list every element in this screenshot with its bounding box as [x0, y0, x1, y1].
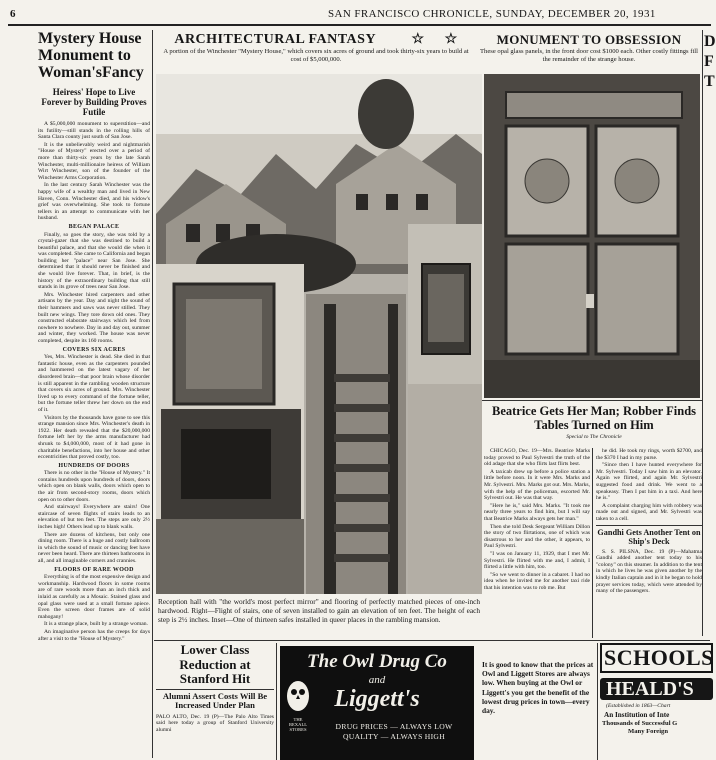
article-paragraph: S. S. PILSNA, Dec. 19 (P)—Mahatma Gandhi added another tent today to his "colony" on this steamer. In addition to the tent in which he lives he was given another by the kindly Italian captain and in it he began to hold prayer services today, which were attended by many of the passengers.: [596, 548, 702, 595]
article-paragraph: "So we went to dinner in a cabaret. I had no idea when he invited me for another taxi ride that his intention was to rob me. But: [484, 571, 590, 591]
owl-logo: [284, 678, 312, 732]
article-paragraph: he did. He took my rings, worth $2700, and the $370 I had in my purse.: [596, 448, 702, 461]
article-paragraph: An imaginative person has the creeps for days after a visit to the "House of Mystery.": [38, 628, 150, 642]
heald-established: (Established in 1863—Chart: [606, 703, 671, 709]
gandhi-headline: Gandhi Gets Another Tent on Ship's Deck: [597, 527, 701, 547]
heald-line1: An Institution of Inte: [604, 711, 670, 719]
owl-ad-line2: and: [368, 674, 386, 686]
article-paragraph: Visitors by the thousands have gone to see this strange mansion since Mrs. Winchester's death in 1922. Her death revealed that the $20,000,000 fortune left her by the arms manufacturer had shrunk to $4,000,000, most of it had gone in charitable benefactions, into her house and other eccentricities that proved costly, too.: [38, 414, 150, 461]
owl-drug-ad: [280, 646, 474, 760]
reception-hall-caption: Reception hall with "the world's most perfect mirror" and flooring of perfectly matched pieces of one-inch hardwood. Right—Flight of stairs, one of seven installed to gain an elevation of ten feet. The height of each step is 2½ inches. Inset—One of thirteen safes installed in queer places in the rambling mansion.: [158, 597, 480, 624]
lower-class-deck: Alumni Assert Costs Will Be Increased Under Plan: [162, 690, 268, 711]
column-rule: [152, 30, 153, 758]
edge-letter: F: [704, 53, 714, 70]
owl-slogan: DRUG PRICES — ALWAYS LOW QUALITY — ALWAYS HIGH: [335, 722, 453, 741]
owl-ad-line3: Liggett's: [334, 686, 420, 712]
heald-logo: HEALD'S: [600, 678, 713, 700]
house-photo-illustration: [156, 74, 482, 594]
fantasy-header: [156, 32, 476, 72]
special-credit: Special to The Chronicle: [566, 434, 622, 440]
article-paragraph: Everything is of the most expensive design and workmanship. Hardwood floors in some rooms are of rare woods more than an inch thick and inlaid as carefully as a Mosaic. Stained glass and opal glass were used at a small fortune apiece. Even the screen door frames are of solid mahogany!: [38, 574, 150, 620]
schools-banner: SCHOOLS: [600, 643, 713, 673]
article-paragraph: CHICAGO, Dec. 19—Mrs. Beatrice Marks today proved to Paul Sylvestri the truth of the old adage that she who flirts last flirts best.: [484, 448, 590, 468]
beatrice-article: [484, 404, 704, 640]
mystery-house-body: [38, 121, 150, 642]
section-rule: [596, 525, 702, 526]
section-rule: [154, 640, 710, 641]
obsession-title: MONUMENT TO OBSESSION: [496, 32, 682, 47]
article-paragraph: It is a strange place, built by a strange woman.: [44, 621, 148, 628]
heald-line3: Many Foreign: [628, 727, 668, 735]
column-rule: [276, 643, 277, 760]
right-edge-headline: [704, 32, 716, 112]
owl-icon: [284, 678, 312, 712]
lower-class-headline: Lower Class Reduction at Stanford Hit: [179, 642, 251, 686]
beatrice-headline: Beatrice Gets Her Man; Robber Finds Tables Turned on Him: [491, 404, 697, 432]
fantasy-subtitle: A portion of the Winchester "Mystery House," which covers six acres of ground and took thirty-six years to build at cost of $5,000,000.: [163, 48, 469, 63]
article-paragraph: A $5,000,000 monument to superstition—and its futility—still stands in the rolling hills of Santa Clara county just south of San Jose.: [38, 121, 150, 141]
masthead: [10, 8, 710, 24]
article-paragraph: There is no other in the "House of Mystery." It contains hundreds upon hundreds of doors, doors which open on blank walls, doors which open to the air from second-story rooms, doors which open on to other doors.: [38, 470, 150, 503]
heald-line2: Thousands of Successful G: [602, 719, 678, 727]
article-paragraph: In the last century Sarah Winchester was the happy wife of a wealthy man and lived in New Haven, Conn. Winchester died, and his widow's grief was overwhelming. She took to fortune tellers in an attempt to communicate with her husband.: [38, 182, 150, 222]
door-photo: [484, 74, 700, 398]
article-paragraph: Mrs. Winchester hired carpenters and other artisans by the year. Day and night the sound of their hammers and saws was never stilled. They built new wings. They tore down old ones. They constructed elaborate stairways which led from nowhere to nowhere. Day in and day out, summer and winter, they worked. The house was never completed, despite its 160 rooms.: [38, 291, 150, 344]
star-icon: ☆: [411, 32, 425, 47]
owl-ad-copy: [482, 660, 594, 758]
owl-store-left: THE REXALL: [288, 717, 308, 727]
article-paragraph: Finally, so goes the story, she was told by a crystal-gazer that she was destined to build a beautiful palace, and that she would die when it was completed. She came to California and began building her "palace" near San Jose. She determined that it should never be finished and she would live forever. That, in brief, is the history of the extraordinary building that still stands in its grove of trees near San Jose.: [38, 231, 150, 291]
article-paragraph: It is the unbelievably weird and nightmarish "House of Mystery" erected over a period of more than thirty-six years by the late Sarah Winchester, multi-millionaire heiress of William Wirt Winchester, son of the founder of the Winchester Arms Corporation.: [38, 141, 150, 181]
article-paragraph: There are dozens of kitchens, but only one dining room. There is a huge and costly ballroom in which the sound of music or dancing feet have never been heard. There are thirteen bathrooms in all, and all imaginable corners and crannies.: [38, 531, 150, 564]
edge-letter: D: [704, 33, 716, 50]
masthead-rule: [8, 24, 711, 26]
obsession-subtitle: These opal glass panels, in the front door cost $1000 each. Other costly fittings fill the remainder of the strange house.: [480, 48, 698, 63]
article-paragraph: Yes, Mrs. Winchester is dead. She died in that fantastic house, even as the carpenters pounded and hammered on the latest vagary of her disordered brain—that poor brain whose disorder is still apparent in the rambling wooden structure that covers six acres of ground. Mrs. Winchester lived up to every command of the fortune teller, but the fortune teller threw her down on the end of it.: [38, 354, 150, 413]
mystery-house-deck: Heiress' Hope to Live Forever by Building Proves Futile: [41, 87, 147, 117]
subhead-began-palace: BEGAN PALACE: [68, 223, 120, 230]
subhead-hundreds-of-doors: HUNDREDS OF DOORS: [58, 462, 130, 469]
beatrice-column-1: [484, 448, 590, 592]
lower-class-article: [156, 643, 274, 760]
article-paragraph: And stairways! Everywhere are stairs! One staircase of seven flights of stairs leads to an elevation of but ten feet. The steps are only 2½ inches high! Others lead up to blank walls.: [38, 504, 150, 531]
article-paragraph: "Here he is," said Mrs. Marks. "It took me nearly three years to find him, but I will say that Beatrice Marks always gets her man.": [484, 502, 590, 522]
subhead-covers-six-acres: COVERS SIX ACRES: [62, 346, 126, 353]
schools-ad: [600, 643, 713, 760]
obsession-header: [478, 32, 700, 72]
fantasy-title: ARCHITECTURAL FANTASY ☆ ☆: [174, 32, 458, 47]
article-paragraph: "I was on January 11, 1929, that I met Mr. Sylvestri. He flirted with me and, I admit, I flirted a little with him, too.: [484, 550, 590, 571]
door-illustration: [484, 74, 700, 398]
column-rule: [592, 448, 593, 638]
star-icon: ☆: [444, 32, 458, 47]
mystery-house-article: [38, 30, 150, 758]
owl-copy-text: It is good to know that the prices at Owl and Liggett Stores are always low. When buying at the Owl or Liggett's you get the benefit of the lowest drug prices in town—every day.: [482, 660, 594, 716]
mystery-house-headline: Mystery House Monument to Woman'sFancy: [38, 30, 144, 81]
owl-ad-line1: The Owl Drug Co: [307, 651, 447, 672]
article-paragraph: A taxicab drew up before a police station a little before noon. In it were Mrs. Marks and Mr. Sylvestri. Mrs. Marks got out. Mrs. Marks, with the help of the policeman, escorted Mr. Sylvestri out. He was that way.: [484, 468, 590, 502]
subhead-floors-of-rare-wood: FLOORS OF RARE WOOD: [54, 566, 134, 573]
lower-class-body: PALO ALTO, Dec. 19 (P)—The Palo Alto Times said here today a group of Stanford University alumni: [156, 713, 274, 733]
section-rule: [156, 689, 274, 690]
article-paragraph: "Since then I have hunted everywhere for Mr. Sylvestri. Today I saw him in an elevator. Again we flirted, and again Mr. Sylvestri suggested food and drink. We went to a speakeasy. Then I put him in a taxi. And here he is.": [596, 462, 702, 502]
beatrice-column-2: [596, 448, 702, 596]
column-rule: [702, 30, 703, 636]
section-rule: [482, 400, 702, 401]
article-paragraph: A complaint charging him with robbery was made out and signed, and Mr. Sylvestri was taken to a cell.: [596, 502, 702, 522]
paper-name-date: SAN FRANCISCO CHRONICLE, SUNDAY, DECEMBER 20, 1931: [328, 8, 656, 20]
article-paragraph: Then she told Desk Sergeant William Dillon the story of two flirtations, one of which was disastrous to her and the other, it appears, to Paul Sylvestri.: [484, 523, 590, 550]
edge-letter: T: [704, 73, 715, 90]
winchester-photo-collage: [156, 74, 482, 594]
column-rule: [597, 643, 598, 760]
owl-store-right: STORES: [289, 727, 307, 732]
page-number: 6: [10, 8, 16, 20]
